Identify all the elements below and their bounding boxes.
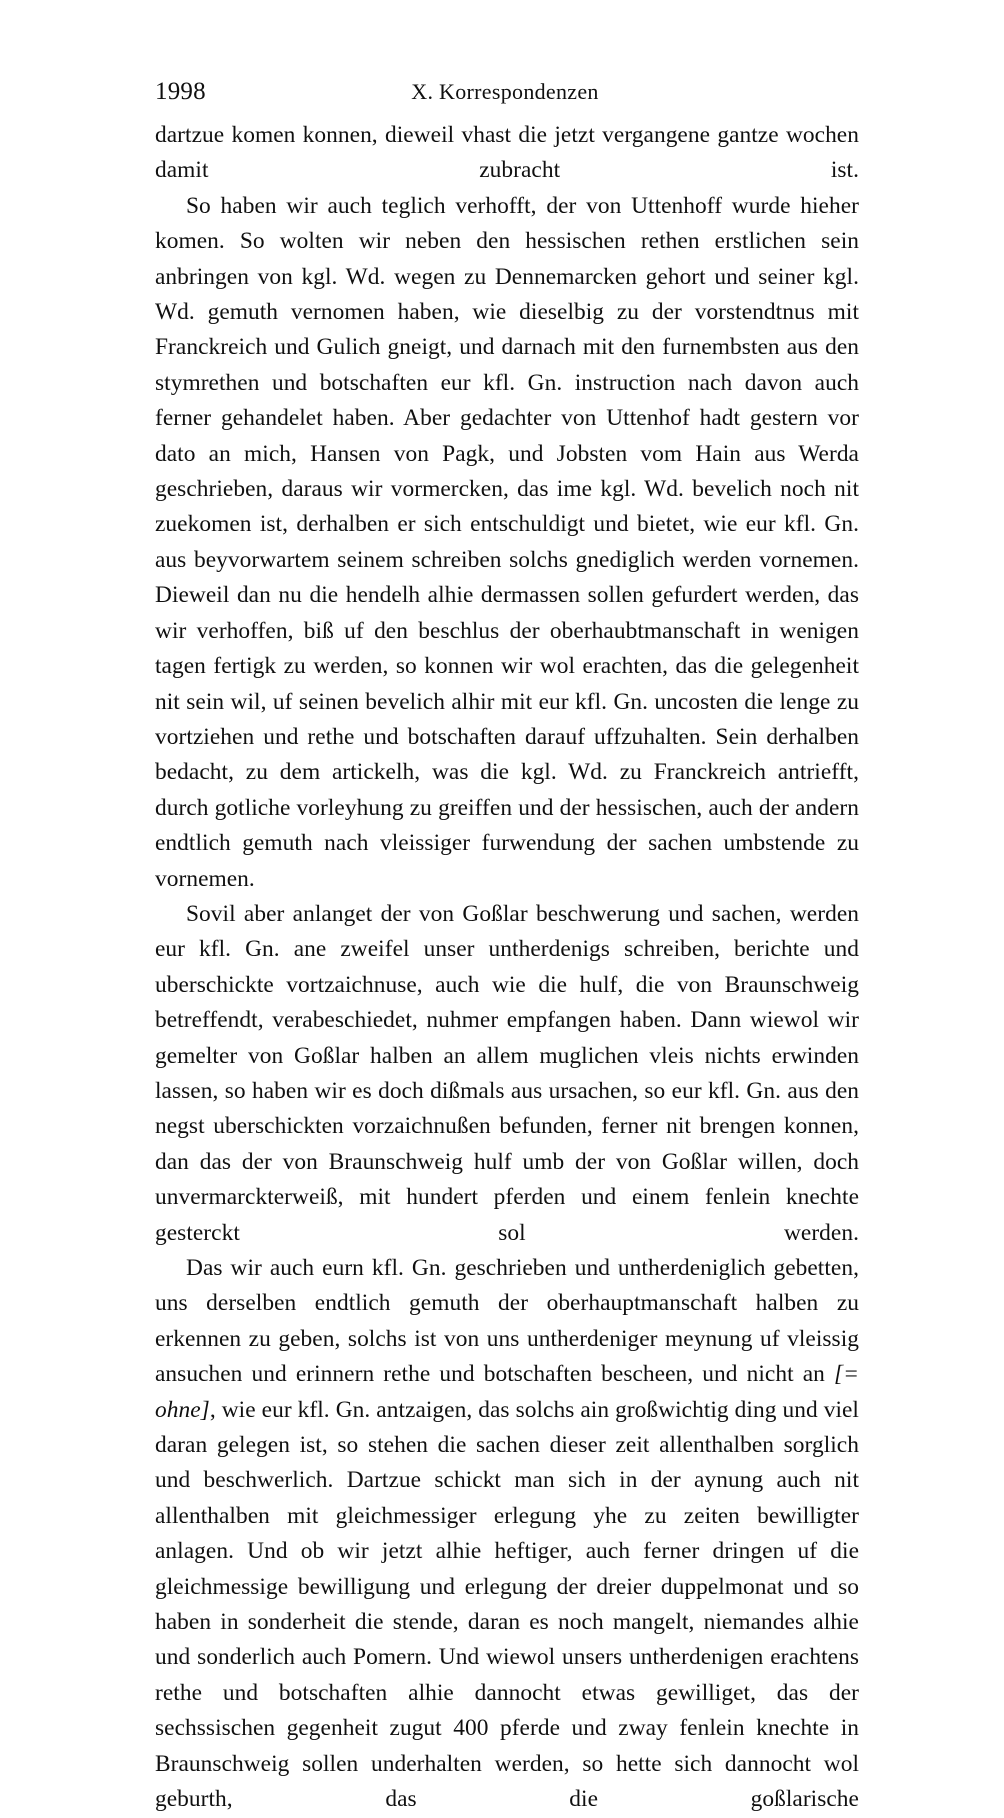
paragraph: Das wir auch eurn kfl. Gn. geschrieben und untherdeniglich gebetten, uns derselben endtlich gemuth der oberhauptmanschaft halben zu erkennen zu geben, solchs ist von uns untherdeniger meynung uf vleissig ansuchen und erinnern rethe und botschaften bescheen, und nicht an [= ohne], wie eur kfl. Gn. antzaigen, das solchs ain großwichtig ding und viel daran gelegen ist, so stehen die sachen dieser zeit allenthalben sorglich und beschwerlich. Dartzue schickt man sich in der aynung auch nit allenthalben mit gleichmessiger erlegung yhe zu zeiten bewilligter anlagen. Und ob wir jetzt alhie heftiger, auch ferner dringen uf die gleichmessige bewilligung und erlegung der dreier duppelmonat und so haben in sonderheit die stende, daran es noch mangelt, niemandes alhie und sonderlich auch Pomern. Und wiewol unsers untherdenigen erachtens rethe und botschaften alhie dannocht etwas gewilliget, das der sechssischen gegenheit zugut 400 pferde und zway fenlein knechte in Braunschweig sollen underhalten werden, so hette sich dannocht wol geburth, das die goßlarische — [155, 1255, 859, 1813]
editorial-gloss: [= ohne] — [155, 1361, 859, 1423]
paragraph: dartzue komen konnen, dieweil vhast die jetzt vergangene gantze wochen damit zubracht ist. — [155, 122, 859, 184]
body-text-block — [155, 118, 859, 1818]
page-folio-number: 1998 — [155, 78, 206, 105]
paragraph: So haben wir auch teglich verhofft, der von Uttenhoff wurde hieher komen. So wolten wir neben den hessischen rethen erstlichen sein anbringen von kgl. Wd. wegen zu Dennemarcken gehort und seiner kgl. Wd. gemuth vernomen haben, wie dieselbig zu der vorstendtnus mit Franckreich und Gulich gneigt, und darnach mit den furnembsten aus den stymrethen und botschaften eur kfl. Gn. instruction nach davon auch ferner gehandelet haben. Aber gedachter von Uttenhof hadt gestern vor dato an mich, Hansen von Pagk, und Jobsten vom Hain aus Werda geschrieben, daraus wir vormercken, das ime kgl. Wd. bevelich noch nit zuekomen ist, derhalben er sich entschuldigt und bietet, wie eur kfl. Gn. aus beyvorwartem seinem schreiben solchs gnediglich werden vornemen. Dieweil dan nu die hendelh alhie dermassen sollen gefurdert werden, das wir verhoffen, biß uf den beschlus der oberhaubtmanschaft in wenigen tagen fertigk zu werden, so konnen wir wol erachten, das die gelegenheit nit sein wil, uf seinen bevelich alhir mit eur kfl. Gn. uncosten die lenge zu vortziehen und rethe und botschaften darauf uffzuhalten. Sein derhalben bedacht, zu dem artickelh, was die kgl. Wd. zu Franckreich antriefft, durch gotliche vorleyhung zu greiffen und der hessischen, auch der andern endtlich gemuth nach vleissiger furwendung der sachen umbstende zu vornemen. — [155, 192, 859, 892]
paragraph: Sovil aber anlanget der von Goßlar beschwerung und sachen, werden eur kfl. Gn. ane zweifel unser untherdenigs schreiben, berichte und uberschickte vortzaichnuse, auch wie die hulf, die von Braunschweig betreffendt, verabeschiedet, nuhmer empfangen haben. Dann wiewol wir gemelter von Goßlar halben an allem muglichen vleis nichts erwinden lassen, so haben wir es doch dißmals aus ursachen, so eur kfl. Gn. aus den negst uberschickten vorzaichnußen befunden, ferner nit brengen konnen, dan das der von Braunschweig hulf umb der von Goßlar willen, doch unvermarckterweiß, mit hundert pferden und einem fenlein knechte gesterckt sol werden. — [155, 900, 859, 1246]
running-head — [155, 78, 855, 106]
running-head-title: X. Korrespondenzen — [411, 79, 599, 104]
